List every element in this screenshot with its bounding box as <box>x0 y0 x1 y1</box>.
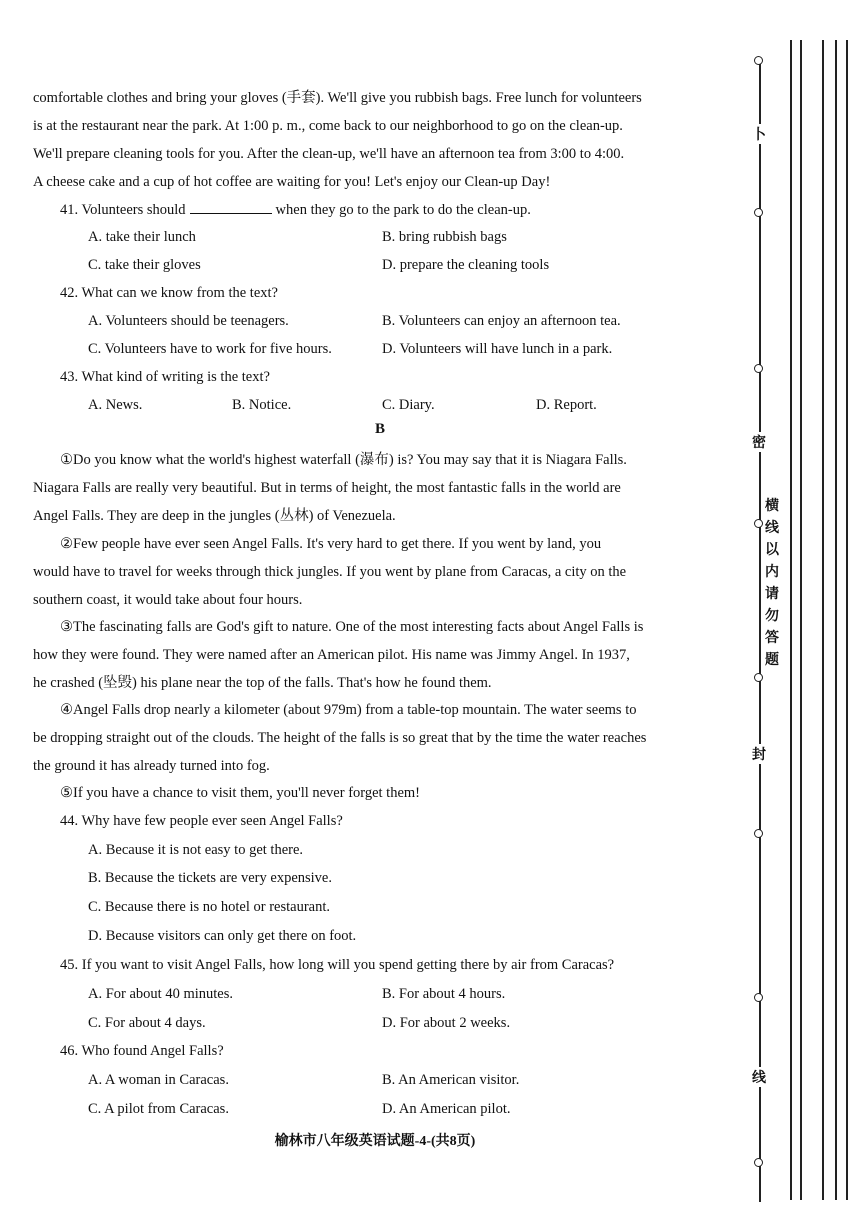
passage-a-line: A cheese cake and a cup of hot coffee are waiting for you! Let's enjoy our Clean-up Day! <box>33 174 551 190</box>
option-41-c: C. take their gloves <box>88 257 201 273</box>
binding-warning-char: 内 <box>765 564 779 580</box>
passage-b-line: he crashed (坠毁) his plane near the top of the falls. That's how he found them. <box>33 675 492 691</box>
binding-warning-char: 请 <box>765 586 779 602</box>
option-45-c: C. For about 4 days. <box>88 1015 206 1031</box>
option-43-b: B. Notice. <box>232 397 292 413</box>
binding-warning-char: 横 <box>765 498 779 514</box>
option-44-a: A. Because it is not easy to get there. <box>88 842 304 858</box>
question-46-stem: 46. Who found Angel Falls? <box>60 1043 224 1059</box>
binding-char: 密 <box>752 432 766 452</box>
passage-b-line: the ground it has already turned into fog. <box>33 758 270 774</box>
question-41-stem-start: 41. Volunteers should <box>60 202 186 218</box>
option-41-d: D. prepare the cleaning tools <box>382 257 550 273</box>
binding-warning-char: 答 <box>765 630 779 646</box>
option-42-a: A. Volunteers should be teenagers. <box>88 313 289 329</box>
option-41-a: A. take their lunch <box>88 229 196 245</box>
passage-b-line: ③The fascinating falls are God's gift to nature. One of the most interesting facts about Angel Falls is <box>60 619 644 635</box>
passage-b-line: Niagara Falls are really very beautiful. But in terms of height, the most fantastic falls in the world are <box>33 480 621 496</box>
binding-char: 封 <box>752 744 766 764</box>
option-46-a: A. A woman in Caracas. <box>88 1072 229 1088</box>
passage-b-line: ①Do you know what the world's highest waterfall (瀑布) is? You may say that it is Niagara Falls. <box>60 452 627 468</box>
question-42-stem: 42. What can we know from the text? <box>60 285 278 301</box>
option-45-b: B. For about 4 hours. <box>382 986 506 1002</box>
question-43-stem: 43. What kind of writing is the text? <box>60 369 270 385</box>
binding-line <box>835 40 837 1200</box>
option-43-d: D. Report. <box>536 397 597 413</box>
binding-line <box>800 40 802 1200</box>
passage-b-line: would have to travel for weeks through thick jungles. If you went by plane from Caracas, a city on the <box>33 564 627 580</box>
option-44-b: B. Because the tickets are very expensive. <box>88 870 332 886</box>
passage-b-line: be dropping straight out of the clouds. The height of the falls is so great that by the time the water reaches <box>33 730 647 746</box>
passage-b-line: ②Few people have ever seen Angel Falls. It's very hard to get there. If you went by land, you <box>60 536 602 552</box>
option-44-c: C. Because there is no hotel or restaurant. <box>88 899 330 915</box>
binding-line <box>822 40 824 1200</box>
binding-circle <box>754 829 763 838</box>
option-46-c: C. A pilot from Caracas. <box>88 1101 229 1117</box>
binding-circle <box>754 993 763 1002</box>
passage-b-line: southern coast, it would take about four hours. <box>33 592 303 608</box>
passage-b-line: how they were found. They were named after an American pilot. His name was Jimmy Angel. In 1937, <box>33 647 630 663</box>
binding-circle <box>754 56 763 65</box>
binding-circle <box>754 1158 763 1167</box>
binding-warning-char: 勿 <box>765 608 779 624</box>
binding-warning-char: 以 <box>765 542 779 558</box>
binding-dashed-line <box>759 62 761 1202</box>
passage-a-line: comfortable clothes and bring your gloves (手套). We'll give you rubbish bags. Free lunch for volunteers <box>33 90 642 106</box>
passage-b-line: Angel Falls. They are deep in the jungles (丛林) of Venezuela. <box>33 508 396 524</box>
question-41-stem-end: when they go to the park to do the clean-up. <box>275 202 531 218</box>
binding-char: 卜 <box>752 124 766 144</box>
option-42-b: B. Volunteers can enjoy an afternoon tea. <box>382 313 621 329</box>
page-footer: 榆林市八年级英语试题-4-(共8页) <box>274 1134 476 1149</box>
option-46-b: B. An American visitor. <box>382 1072 520 1088</box>
question-45-stem: 45. If you want to visit Angel Falls, how long will you spend getting there by air from Caracas? <box>60 957 615 973</box>
binding-circle <box>754 208 763 217</box>
option-45-d: D. For about 2 weeks. <box>382 1015 511 1031</box>
option-46-d: D. An American pilot. <box>382 1101 511 1117</box>
passage-b-line: ④Angel Falls drop nearly a kilometer (about 979m) from a table-top mountain. The water seems to <box>60 702 637 718</box>
option-45-a: A. For about 40 minutes. <box>88 986 233 1002</box>
binding-circle <box>754 673 763 682</box>
binding-char: 线 <box>752 1067 766 1087</box>
passage-a-line: is at the restaurant near the park. At 1:00 p. m., come back to our neighborhood to go on the clean-up. <box>33 118 623 134</box>
binding-circle <box>754 519 763 528</box>
binding-margin <box>742 0 860 1216</box>
passage-a-line: We'll prepare cleaning tools for you. After the clean-up, we'll have an afternoon tea from 3:00 to 4:00. <box>33 146 625 162</box>
option-41-b: B. bring rubbish bags <box>382 229 507 245</box>
option-43-a: A. News. <box>88 397 143 413</box>
binding-warning <box>763 495 781 671</box>
option-43-c: C. Diary. <box>382 397 435 413</box>
binding-warning-char: 题 <box>765 652 779 668</box>
question-41-stem <box>60 200 760 220</box>
option-44-d: D. Because visitors can only get there on foot. <box>88 928 357 944</box>
binding-warning-char: 线 <box>765 520 779 536</box>
option-42-c: C. Volunteers have to work for five hours. <box>88 341 332 357</box>
binding-line <box>790 40 792 1200</box>
binding-circle <box>754 364 763 373</box>
answer-blank <box>190 201 272 214</box>
section-b-heading: B <box>374 421 385 437</box>
question-44-stem: 44. Why have few people ever seen Angel Falls? <box>60 813 343 829</box>
binding-line <box>846 40 848 1200</box>
option-42-d: D. Volunteers will have lunch in a park. <box>382 341 613 357</box>
passage-b-line: ⑤If you have a chance to visit them, you'll never forget them! <box>60 785 421 801</box>
